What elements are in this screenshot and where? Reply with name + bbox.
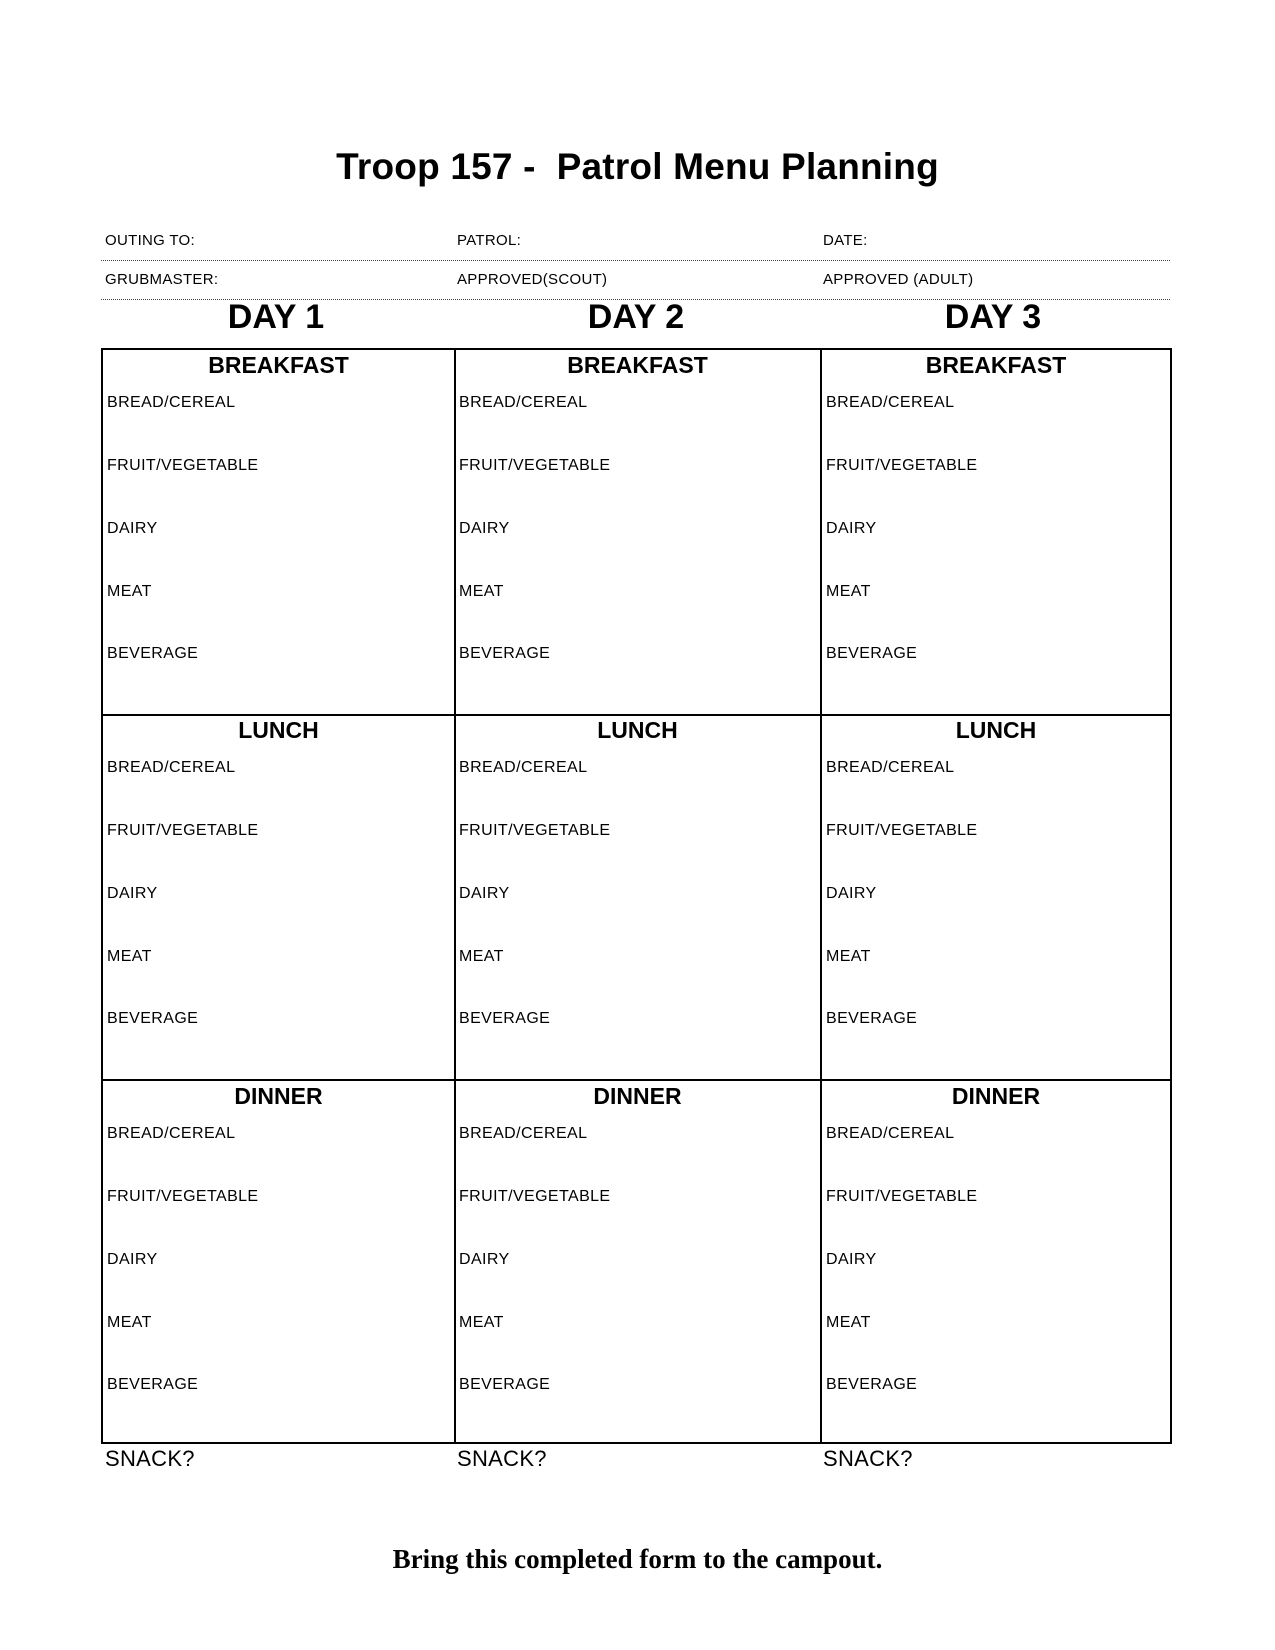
food-group-label: DAIRY [459,1251,510,1268]
food-group-label: BEVERAGE [826,1376,918,1393]
meal-title-dinner: DINNER [234,1083,323,1109]
meal-title-dinner: DINNER [951,1083,1041,1109]
outing-to-label: OUTING TO: [105,232,195,249]
food-group-label: FRUIT/VEGETABLE [459,822,611,839]
meal-title-dinner: DINNER [593,1083,682,1109]
snack-label-day-1: SNACK? [105,1446,195,1471]
food-group-label: FRUIT/VEGETABLE [107,1188,259,1205]
day-1-lunch-cell [103,715,454,1077]
day-2-lunch-cell [455,715,820,1077]
food-group-label: MEAT [826,583,871,600]
food-group-label: BEVERAGE [107,1376,199,1393]
info-row-1 [101,222,1170,261]
food-group-label: BREAD/CEREAL [107,394,236,411]
food-group-label: DAIRY [826,885,877,902]
food-group-label: BREAD/CEREAL [107,759,236,776]
day-2-title: DAY 2 [587,298,685,336]
food-group-label: FRUIT/VEGETABLE [826,457,978,474]
meal-title-breakfast: BREAKFAST [925,352,1067,378]
day-3-breakfast-cell [822,350,1170,712]
food-group-label: BREAD/CEREAL [826,1125,955,1142]
food-group-label: MEAT [107,1314,152,1331]
meal-title-lunch: LUNCH [238,717,319,743]
food-group-label: FRUIT/VEGETABLE [826,1188,978,1205]
food-group-label: BEVERAGE [459,1376,551,1393]
meal-title-lunch: LUNCH [597,717,678,743]
meal-title-breakfast: BREAKFAST [208,352,349,378]
food-group-label: DAIRY [826,520,877,537]
food-group-label: MEAT [107,583,152,600]
day-1-title: DAY 1 [227,298,325,336]
snack-label-day-2: SNACK? [457,1446,547,1471]
day-3-title: DAY 3 [944,298,1042,336]
menu-grid [101,348,1172,1444]
day-3-lunch-cell [822,715,1170,1077]
food-group-label: BREAD/CEREAL [459,394,588,411]
food-group-label: MEAT [459,583,504,600]
food-group-label: BEVERAGE [459,1010,551,1027]
food-group-label: FRUIT/VEGETABLE [459,457,611,474]
food-group-label: FRUIT/VEGETABLE [107,457,259,474]
food-group-label: BEVERAGE [107,645,199,662]
food-group-label: DAIRY [459,885,510,902]
patrol-label: PATROL: [457,232,522,249]
food-group-label: BEVERAGE [826,645,918,662]
food-group-label: BEVERAGE [459,645,551,662]
food-group-label: BEVERAGE [826,1010,918,1027]
food-group-label: BREAD/CEREAL [107,1125,236,1142]
food-group-label: FRUIT/VEGETABLE [107,822,259,839]
food-group-label: MEAT [826,948,871,965]
food-group-label: DAIRY [459,520,510,537]
day-3-dinner-cell [822,1081,1170,1443]
food-group-label: MEAT [459,1314,504,1331]
food-group-label: DAIRY [107,885,158,902]
food-group-label: MEAT [826,1314,871,1331]
snack-label-day-3: SNACK? [823,1446,913,1471]
footer-note: Bring this completed form to the campout. [392,1544,883,1574]
food-group-label: MEAT [107,948,152,965]
food-group-label: BREAD/CEREAL [826,394,955,411]
approved-adult-label: APPROVED (ADULT) [823,271,974,288]
grubmaster-label: GRUBMASTER: [105,271,219,288]
food-group-label: FRUIT/VEGETABLE [826,822,978,839]
food-group-label: DAIRY [826,1251,877,1268]
day-2-dinner-cell [455,1081,820,1443]
date-label: DATE: [823,232,868,249]
page-title: Troop 157 - Patrol Menu Planning [336,146,939,187]
food-group-label: FRUIT/VEGETABLE [459,1188,611,1205]
day-1-dinner-cell [103,1081,454,1443]
food-group-label: BREAD/CEREAL [459,1125,588,1142]
meal-title-lunch: LUNCH [955,717,1037,743]
food-group-label: BREAD/CEREAL [459,759,588,776]
food-group-label: BEVERAGE [107,1010,199,1027]
food-group-label: MEAT [459,948,504,965]
day-2-breakfast-cell [455,350,820,712]
info-row-2 [101,261,1170,300]
food-group-label: DAIRY [107,520,158,537]
meal-title-breakfast: BREAKFAST [567,352,708,378]
approved-scout-label: APPROVED(SCOUT) [457,271,608,288]
day-1-breakfast-cell [103,350,454,712]
food-group-label: BREAD/CEREAL [826,759,955,776]
food-group-label: DAIRY [107,1251,158,1268]
